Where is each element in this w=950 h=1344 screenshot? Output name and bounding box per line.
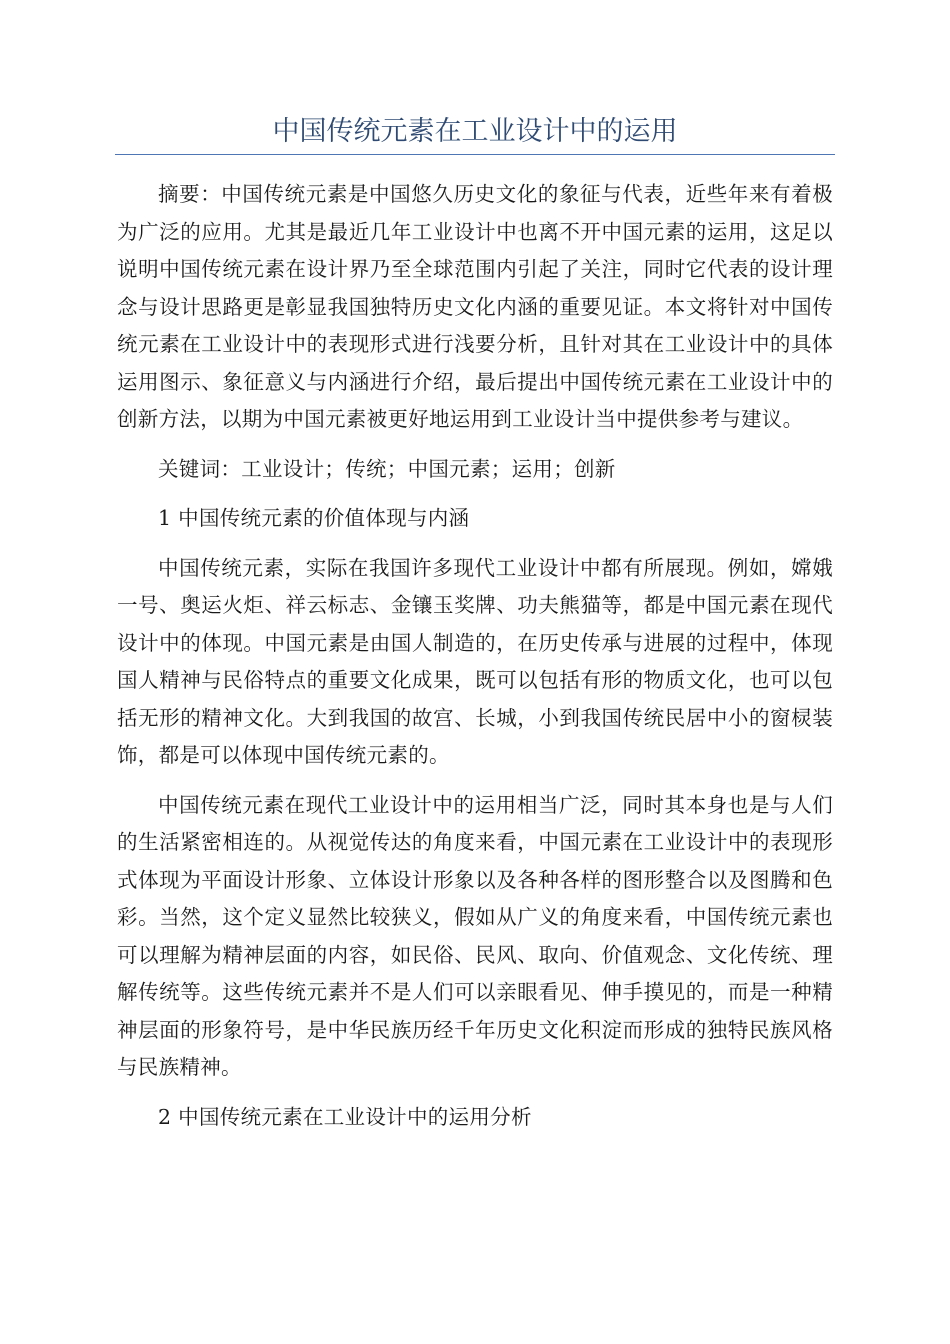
keywords-paragraph: 关键词：工业设计；传统；中国元素；运用；创新 [158,456,616,481]
title-underline [115,154,835,155]
body-paragraph-1: 中国传统元素，实际在我国许多现代工业设计中都有所展现。例如，嫦娥一号、奥运火炬、祥云标志、金镶玉奖牌、功夫熊猫等，都是中国元素在现代设计中的体现。中国元素是由国人制造的，在历史传承与进展的过程中，体现国人精神与民俗特点的重要文化成果，既可以包括有形的物质文化，也可以包括无形的精神文化。大到我国的故宫、长城，小到我国传统民居中小的窗棂装饰，都是可以体现中国传统元素的。 [117,555,833,767]
section-heading-2: 2 中国传统元素在工业设计中的运用分析 [158,1104,532,1129]
document-body [117,176,833,1148]
section-heading-1: 1 中国传统元素的价值体现与内涵 [158,506,470,530]
body-paragraph-2: 中国传统元素在现代工业设计中的运用相当广泛，同时其本身也是与人们的生活紧密相连的。从视觉传达的角度来看，中国元素在工业设计中的表现形式体现为平面设计形象、立体设计形象以及各种各样的图形整合以及图腾和色彩。当然，这个定义显然比较狭义，假如从广义的角度来看，中国传统元素也可以理解为精神层面的内容，如民俗、民风、取向、价值观念、文化传统、理解传统等。这些传统元素并不是人们可以亲眼看见、伸手摸见的，而是一种精神层面的形象符号，是中华民族历经千年历史文化积淀而形成的独特民族风格与民族精神。 [117,792,833,1079]
abstract-paragraph: 摘要：中国传统元素是中国悠久历史文化的象征与代表，近些年来有着极为广泛的应用。尤其是最近几年工业设计中也离不开中国元素的运用，这足以说明中国传统元素在设计界乃至全球范围内引起了关注，同时它代表的设计理念与设计思路更是彰显我国独特历史文化内涵的重要见证。本文将针对中国传统元素在工业设计中的表现形式进行浅要分析，且针对其在工业设计中的具体运用图示、象征意义与内涵进行介绍，最后提出中国传统元素在工业设计中的创新方法，以期为中国元素被更好地运用到工业设计当中提供参考与建议。 [117,182,833,431]
document-title: 中国传统元素在工业设计中的运用 [272,116,678,147]
